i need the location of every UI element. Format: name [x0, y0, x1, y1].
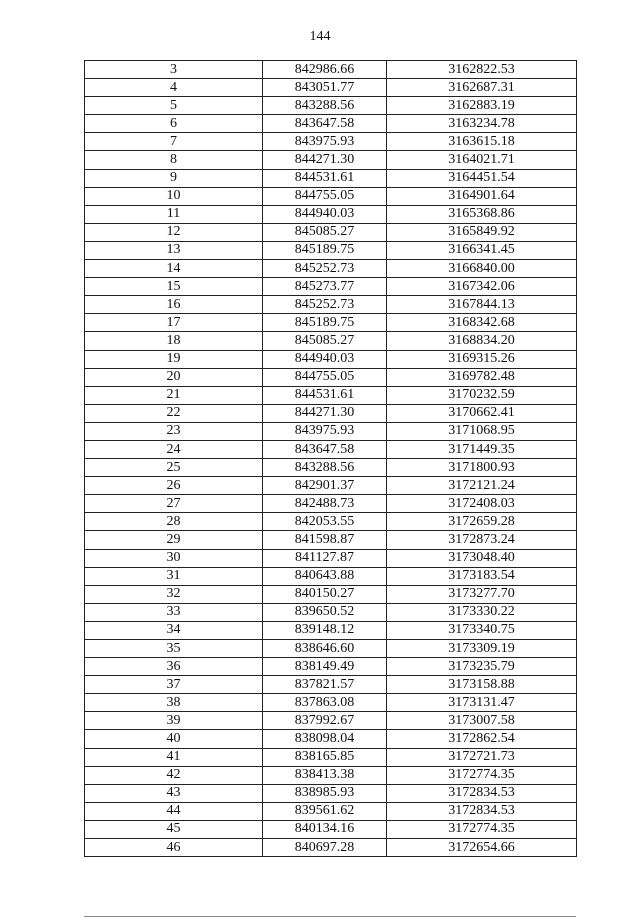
x-coordinate-cell: 838646.60 [263, 640, 387, 658]
table-row [85, 513, 577, 531]
table-row [85, 603, 577, 621]
y-coordinate-cell: 3171449.35 [387, 440, 577, 458]
x-coordinate-cell: 845189.75 [263, 314, 387, 332]
point-number-cell: 20 [85, 368, 263, 386]
point-number-cell: 30 [85, 549, 263, 567]
x-coordinate-cell: 838165.85 [263, 748, 387, 766]
point-number-cell: 12 [85, 223, 263, 241]
point-number-cell: 18 [85, 332, 263, 350]
y-coordinate-cell: 3172774.35 [387, 820, 577, 838]
y-coordinate-cell: 3173340.75 [387, 621, 577, 639]
x-coordinate-cell: 844755.05 [263, 187, 387, 205]
x-coordinate-cell: 845273.77 [263, 278, 387, 296]
y-coordinate-cell: 3166840.00 [387, 260, 577, 278]
point-number-cell: 38 [85, 694, 263, 712]
table-row [85, 205, 577, 223]
y-coordinate-cell: 3173183.54 [387, 567, 577, 585]
point-number-cell: 40 [85, 730, 263, 748]
x-coordinate-cell: 838985.93 [263, 784, 387, 802]
x-coordinate-cell: 838413.38 [263, 766, 387, 784]
x-coordinate-cell: 845085.27 [263, 332, 387, 350]
y-coordinate-cell: 3171800.93 [387, 459, 577, 477]
y-coordinate-cell: 3164901.64 [387, 187, 577, 205]
y-coordinate-cell: 3171068.95 [387, 422, 577, 440]
table-row [85, 187, 577, 205]
y-coordinate-cell: 3172834.53 [387, 802, 577, 820]
table-row [85, 748, 577, 766]
table-row [85, 278, 577, 296]
table-row [85, 784, 577, 802]
point-number-cell: 41 [85, 748, 263, 766]
x-coordinate-cell: 845085.27 [263, 223, 387, 241]
table-row [85, 260, 577, 278]
point-number-cell: 10 [85, 187, 263, 205]
point-number-cell: 23 [85, 422, 263, 440]
page-number: 144 [309, 29, 331, 44]
y-coordinate-cell: 3172721.73 [387, 748, 577, 766]
point-number-cell: 33 [85, 603, 263, 621]
x-coordinate-cell: 844940.03 [263, 350, 387, 368]
y-coordinate-cell: 3164021.71 [387, 151, 577, 169]
y-coordinate-cell: 3173235.79 [387, 658, 577, 676]
point-number-cell: 11 [85, 205, 263, 223]
y-coordinate-cell: 3173158.88 [387, 676, 577, 694]
y-coordinate-cell: 3168342.68 [387, 314, 577, 332]
table-row [85, 97, 577, 115]
table-row [85, 730, 577, 748]
y-coordinate-cell: 3169315.26 [387, 350, 577, 368]
point-number-cell: 25 [85, 459, 263, 477]
x-coordinate-cell: 845252.73 [263, 296, 387, 314]
point-number-cell: 42 [85, 766, 263, 784]
x-coordinate-cell: 843051.77 [263, 79, 387, 97]
y-coordinate-cell: 3173330.22 [387, 603, 577, 621]
table-row [85, 495, 577, 513]
x-coordinate-cell: 844755.05 [263, 368, 387, 386]
table-row [85, 61, 577, 79]
y-coordinate-cell: 3173309.19 [387, 640, 577, 658]
x-coordinate-cell: 839148.12 [263, 621, 387, 639]
point-number-cell: 17 [85, 314, 263, 332]
table-row [85, 658, 577, 676]
table-row [85, 712, 577, 730]
point-number-cell: 22 [85, 404, 263, 422]
point-number-cell: 32 [85, 585, 263, 603]
point-number-cell: 8 [85, 151, 263, 169]
point-number-cell: 39 [85, 712, 263, 730]
y-coordinate-cell: 3170232.59 [387, 386, 577, 404]
page-bottom-rule [84, 916, 576, 917]
table-row [85, 676, 577, 694]
table-row [85, 839, 577, 857]
table-row [85, 694, 577, 712]
coordinate-table [84, 60, 577, 857]
x-coordinate-cell: 842053.55 [263, 513, 387, 531]
table-row [85, 585, 577, 603]
x-coordinate-cell: 839650.52 [263, 603, 387, 621]
table-row [85, 368, 577, 386]
x-coordinate-cell: 838149.49 [263, 658, 387, 676]
y-coordinate-cell: 3173277.70 [387, 585, 577, 603]
point-number-cell: 4 [85, 79, 263, 97]
y-coordinate-cell: 3164451.54 [387, 169, 577, 187]
y-coordinate-cell: 3173048.40 [387, 549, 577, 567]
point-number-cell: 27 [85, 495, 263, 513]
x-coordinate-cell: 843975.93 [263, 422, 387, 440]
point-number-cell: 44 [85, 802, 263, 820]
y-coordinate-cell: 3172862.54 [387, 730, 577, 748]
table-row [85, 241, 577, 259]
y-coordinate-cell: 3172774.35 [387, 766, 577, 784]
table-row [85, 459, 577, 477]
point-number-cell: 24 [85, 440, 263, 458]
point-number-cell: 7 [85, 133, 263, 151]
y-coordinate-cell: 3172408.03 [387, 495, 577, 513]
x-coordinate-cell: 844531.61 [263, 169, 387, 187]
x-coordinate-cell: 842488.73 [263, 495, 387, 513]
point-number-cell: 34 [85, 621, 263, 639]
x-coordinate-cell: 844531.61 [263, 386, 387, 404]
y-coordinate-cell: 3163234.78 [387, 115, 577, 133]
point-number-cell: 5 [85, 97, 263, 115]
x-coordinate-cell: 844940.03 [263, 205, 387, 223]
table-row [85, 169, 577, 187]
table-row [85, 422, 577, 440]
x-coordinate-cell: 845252.73 [263, 260, 387, 278]
table-row [85, 314, 577, 332]
table-row [85, 640, 577, 658]
table-row [85, 115, 577, 133]
point-number-cell: 45 [85, 820, 263, 838]
x-coordinate-cell: 842901.37 [263, 477, 387, 495]
y-coordinate-cell: 3167844.13 [387, 296, 577, 314]
table-row [85, 567, 577, 585]
y-coordinate-cell: 3162822.53 [387, 61, 577, 79]
table-row [85, 440, 577, 458]
table-row [85, 621, 577, 639]
y-coordinate-cell: 3172654.66 [387, 839, 577, 857]
table-row [85, 296, 577, 314]
table-row [85, 477, 577, 495]
x-coordinate-cell: 840697.28 [263, 839, 387, 857]
x-coordinate-cell: 843647.58 [263, 440, 387, 458]
y-coordinate-cell: 3172659.28 [387, 513, 577, 531]
x-coordinate-cell: 843288.56 [263, 459, 387, 477]
table-row [85, 802, 577, 820]
y-coordinate-cell: 3162687.31 [387, 79, 577, 97]
point-number-cell: 15 [85, 278, 263, 296]
point-number-cell: 13 [85, 241, 263, 259]
x-coordinate-cell: 842986.66 [263, 61, 387, 79]
table-row [85, 549, 577, 567]
x-coordinate-cell: 838098.04 [263, 730, 387, 748]
point-number-cell: 26 [85, 477, 263, 495]
point-number-cell: 6 [85, 115, 263, 133]
point-number-cell: 14 [85, 260, 263, 278]
point-number-cell: 43 [85, 784, 263, 802]
x-coordinate-cell: 843647.58 [263, 115, 387, 133]
y-coordinate-cell: 3165368.86 [387, 205, 577, 223]
x-coordinate-cell: 840134.16 [263, 820, 387, 838]
x-coordinate-cell: 837863.08 [263, 694, 387, 712]
y-coordinate-cell: 3168834.20 [387, 332, 577, 350]
y-coordinate-cell: 3163615.18 [387, 133, 577, 151]
point-number-cell: 31 [85, 567, 263, 585]
y-coordinate-cell: 3167342.06 [387, 278, 577, 296]
table-row [85, 820, 577, 838]
y-coordinate-cell: 3173131.47 [387, 694, 577, 712]
table-row [85, 223, 577, 241]
point-number-cell: 29 [85, 531, 263, 549]
point-number-cell: 3 [85, 61, 263, 79]
point-number-cell: 9 [85, 169, 263, 187]
point-number-cell: 16 [85, 296, 263, 314]
x-coordinate-cell: 837821.57 [263, 676, 387, 694]
x-coordinate-cell: 840150.27 [263, 585, 387, 603]
y-coordinate-cell: 3172121.24 [387, 477, 577, 495]
y-coordinate-cell: 3166341.45 [387, 241, 577, 259]
x-coordinate-cell: 840643.88 [263, 567, 387, 585]
point-number-cell: 28 [85, 513, 263, 531]
table-row [85, 404, 577, 422]
table-row [85, 133, 577, 151]
coordinate-table-body [85, 61, 577, 857]
x-coordinate-cell: 843288.56 [263, 97, 387, 115]
table-row [85, 766, 577, 784]
y-coordinate-cell: 3165849.92 [387, 223, 577, 241]
x-coordinate-cell: 837992.67 [263, 712, 387, 730]
point-number-cell: 35 [85, 640, 263, 658]
y-coordinate-cell: 3170662.41 [387, 404, 577, 422]
y-coordinate-cell: 3172834.53 [387, 784, 577, 802]
point-number-cell: 21 [85, 386, 263, 404]
point-number-cell: 36 [85, 658, 263, 676]
y-coordinate-cell: 3173007.58 [387, 712, 577, 730]
y-coordinate-cell: 3162883.19 [387, 97, 577, 115]
y-coordinate-cell: 3169782.48 [387, 368, 577, 386]
point-number-cell: 37 [85, 676, 263, 694]
x-coordinate-cell: 839561.62 [263, 802, 387, 820]
point-number-cell: 46 [85, 839, 263, 857]
x-coordinate-cell: 844271.30 [263, 151, 387, 169]
table-row [85, 531, 577, 549]
table-row [85, 79, 577, 97]
y-coordinate-cell: 3172873.24 [387, 531, 577, 549]
x-coordinate-cell: 841598.87 [263, 531, 387, 549]
table-row [85, 332, 577, 350]
table-row [85, 386, 577, 404]
x-coordinate-cell: 845189.75 [263, 241, 387, 259]
table-row [85, 350, 577, 368]
point-number-cell: 19 [85, 350, 263, 368]
x-coordinate-cell: 844271.30 [263, 404, 387, 422]
x-coordinate-cell: 843975.93 [263, 133, 387, 151]
x-coordinate-cell: 841127.87 [263, 549, 387, 567]
table-row [85, 151, 577, 169]
